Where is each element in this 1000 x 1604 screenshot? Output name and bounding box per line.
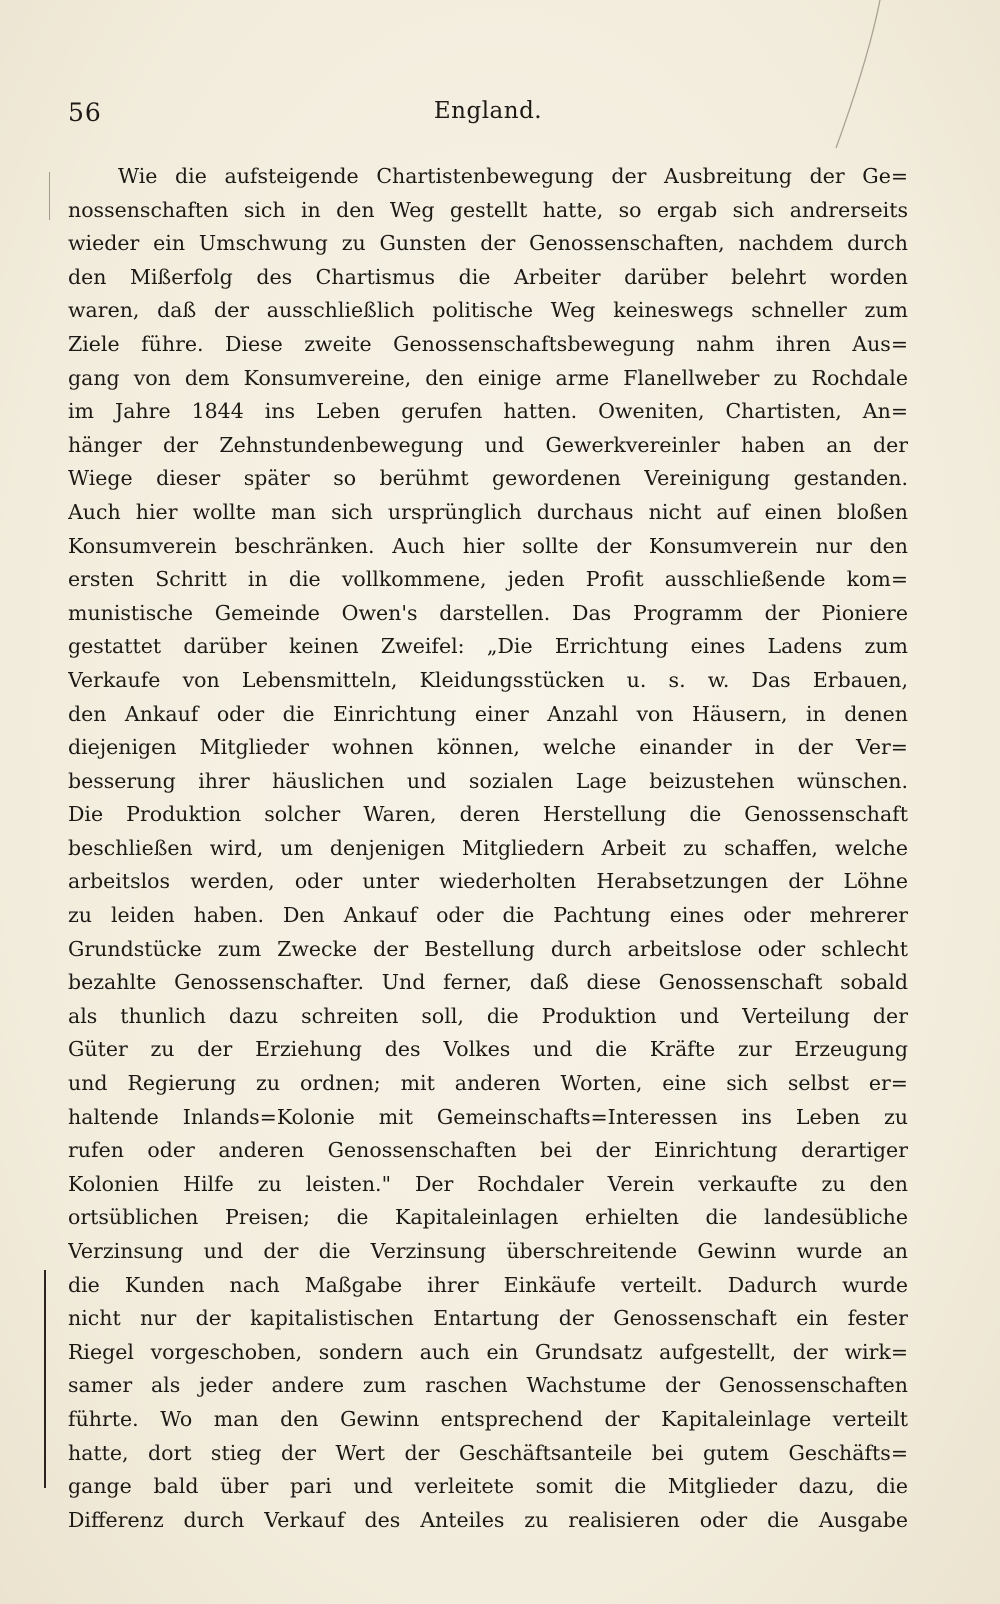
text-line: gestattet darüber keinen Zweifel: „Die Errichtung eines Ladens zum [68, 634, 908, 659]
text-line: gange bald über pari und verleitete somit die Mitglieder dazu, die [68, 1474, 908, 1499]
running-head: England. [433, 98, 543, 124]
text-line: gang von dem Konsumvereine, den einige arme Flanellweber zu Rochdale [68, 365, 908, 390]
text-line: hatte, dort stieg der Wert der Geschäftsanteile bei gutem Geschäfts= [68, 1440, 908, 1465]
text-line: führte. Wo man den Gewinn entsprechend der Kapitaleinlage verteilt [68, 1406, 908, 1431]
text-line: Verzinsung und der die Verzinsung überschreitende Gewinn wurde an [68, 1239, 908, 1263]
text-line: Kolonien Hilfe zu leisten." Der Rochdaler Verein verkaufte zu den [68, 1171, 908, 1196]
margin-mark-top [49, 172, 50, 220]
text-line: munistische Gemeinde Owen's darstellen. Das Programm der Pioniere [68, 600, 908, 625]
text-line: nossenschaften sich in den Weg gestellt hatte, so ergab sich andrerseits [68, 197, 908, 222]
text-line: Die Produktion solcher Waren, deren Herstellung die Genossenschaft [68, 802, 908, 827]
text-line: nicht nur der kapitalistischen Entartung der Genossenschaft ein fester [68, 1306, 908, 1331]
text-line: hänger der Zehnstundenbewegung und Gewerkvereinler haben an der [68, 432, 908, 457]
text-line: zu leiden haben. Den Ankauf oder die Pachtung eines oder mehrerer [68, 903, 908, 928]
text-line: Wie die aufsteigende Chartistenbewegung der Ausbreitung der Ge= [118, 164, 908, 188]
text-line: rufen oder anderen Genossenschaften bei der Einrichtung derartiger [68, 1138, 908, 1163]
text-line: wieder ein Umschwung zu Gunsten der Genossenschaften, nachdem durch [68, 231, 908, 256]
text-line: arbeitslos werden, oder unter wiederholten Herabsetzungen der Löhne [68, 869, 908, 894]
text-line: diejenigen Mitglieder wohnen können, welche einander in der Ver= [68, 735, 908, 760]
text-line: haltende Inlands=Kolonie mit Gemeinschafts=Interessen ins Leben zu [68, 1104, 908, 1129]
text-line: bezahlte Genossenschafter. Und ferner, daß diese Genossenschaft sobald [68, 970, 908, 995]
text-line: den Ankauf oder die Einrichtung einer Anzahl von Häusern, in denen [68, 701, 908, 726]
text-line: ersten Schritt in die vollkommene, jeden Profit ausschließende kom= [68, 567, 908, 592]
text-line: ortsüblichen Preisen; die Kapitaleinlagen erhielten die landesübliche [68, 1205, 908, 1230]
text-line: als thunlich dazu schreiten soll, die Produktion und Verteilung der [68, 1003, 908, 1028]
text-line: Güter zu der Erziehung des Volkes und die Kräfte zur Erzeugung [68, 1037, 908, 1062]
text-line: samer als jeder andere zum raschen Wachstume der Genossenschaften [68, 1373, 908, 1398]
page-number: 56 [68, 98, 102, 127]
text-line: im Jahre 1844 ins Leben gerufen hatten. Oweniten, Chartisten, An= [68, 399, 908, 424]
text-line: Differenz durch Verkauf des Anteiles zu realisieren oder die Ausgabe [68, 1507, 908, 1532]
text-line: Konsumverein beschränken. Auch hier sollte der Konsumverein nur den [68, 533, 908, 558]
text-line: besserung ihrer häuslichen und sozialen Lage beizustehen wünschen. [68, 768, 908, 793]
margin-marker-line [44, 1270, 46, 1488]
text-line: Grundstücke zum Zwecke der Bestellung durch arbeitslose oder schlecht [68, 936, 908, 961]
text-line: Auch hier wollte man sich ursprünglich durchaus nicht auf einen bloßen [68, 499, 908, 524]
text-line: waren, daß der ausschließlich politische Weg keineswegs schneller zum [68, 298, 908, 323]
text-line: Verkaufe von Lebensmitteln, Kleidungsstücken u. s. w. Das Erbauen, [68, 667, 908, 692]
text-line: beschließen wird, um denjenigen Mitgliedern Arbeit zu schaffen, welche [68, 835, 908, 860]
text-line: Wiege dieser später so berühmt gewordenen Vereinigung gestanden. [68, 466, 908, 491]
page-header [68, 98, 908, 132]
text-line: den Mißerfolg des Chartismus die Arbeiter darüber belehrt worden [68, 264, 908, 289]
text-line: Ziele führe. Diese zweite Genossenschaftsbewegung nahm ihren Aus= [68, 331, 908, 356]
body-text [68, 160, 908, 1537]
text-line: die Kunden nach Maßgabe ihrer Einkäufe verteilt. Dadurch wurde [68, 1272, 908, 1297]
text-line: Riegel vorgeschoben, sondern auch ein Grundsatz aufgestellt, der wirk= [68, 1339, 908, 1364]
text-line: und Regierung zu ordnen; mit anderen Worten, eine sich selbst er= [68, 1071, 908, 1096]
